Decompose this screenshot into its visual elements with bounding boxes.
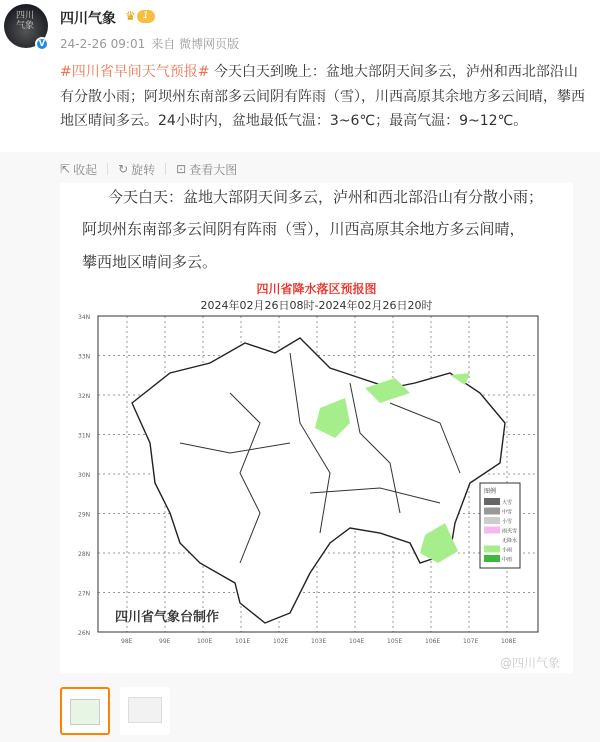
legend-label: 小雪 <box>502 519 513 525</box>
legend-swatch <box>484 546 500 553</box>
map-legend <box>480 483 520 568</box>
level-badge: 1 <box>137 10 155 23</box>
lat-label: 31N <box>78 432 91 440</box>
post-body: 今天白天到晚上：盆地大部阴天间多云，泸州和西北部沿山有分散小雨；阿坝州东南部多云间阴有阵雨（雪），川西高原其余地方多云间晴，攀西地区晴间多云。24小时内，盆地最低气温：3~6℃；最高气温：9~12℃。 <box>60 64 585 129</box>
forecast-image[interactable] <box>60 183 573 673</box>
lon-label: 106E <box>425 638 441 645</box>
collapse-icon: ⇱ <box>60 162 71 176</box>
sichuan-outline <box>132 338 505 623</box>
legend-label: 雨夹雪 <box>502 528 518 535</box>
legend-title: 图例 <box>484 488 497 495</box>
lon-label: 98E <box>121 638 133 645</box>
map-subtitle: 2024年02月26日08时-2024年02月26日20时 <box>200 299 433 312</box>
legend-label: 中雨 <box>502 557 513 563</box>
post-meta <box>60 35 245 52</box>
map-credit: 四川省气象台制作 <box>115 610 220 625</box>
legend-swatch <box>484 555 500 562</box>
collapse-button[interactable]: ⇱ 收起 <box>60 162 98 177</box>
watermark: @四川气象 <box>500 656 561 670</box>
legend-swatch <box>484 498 500 505</box>
lon-label: 107E <box>463 638 479 645</box>
thumbnail-preview <box>128 697 162 723</box>
lat-label: 29N <box>78 511 91 519</box>
image-text-line: 攀西地区晴间多云。 <box>82 253 218 271</box>
divider <box>107 163 108 175</box>
rotate-icon: ↻ <box>118 162 129 176</box>
lat-label: 30N <box>78 472 91 479</box>
lon-label: 100E <box>197 638 213 645</box>
lon-label: 104E <box>349 638 365 645</box>
lat-label: 26N <box>78 630 91 637</box>
lon-label: 102E <box>273 638 289 645</box>
image-text-line: 今天白天：盆地大部阴天间多云，泸州和西北部沿山有分散小雨； <box>108 188 544 206</box>
lat-label: 27N <box>78 590 91 598</box>
view-large-button[interactable]: ⊡ 查看大图 <box>176 162 238 177</box>
lon-label: 99E <box>159 638 171 645</box>
precipitation-map <box>60 313 573 673</box>
legend-label: 大雪 <box>502 500 513 506</box>
hashtag-link[interactable]: #四川省早间天气预报# <box>60 64 210 80</box>
lat-label: 34N <box>78 314 91 321</box>
post-time[interactable]: 24-2-26 09:01 <box>60 37 146 51</box>
legend-label: 中雪 <box>502 509 513 516</box>
lon-label: 105E <box>387 638 403 645</box>
post-source: 来自 微博网页版 <box>151 37 240 51</box>
legend-swatch <box>484 536 500 543</box>
lon-label: 108E <box>501 638 517 645</box>
thumbnail-2[interactable] <box>120 687 170 735</box>
lon-label: 103E <box>311 638 327 645</box>
map-title: 四川省降水落区预报图 <box>256 282 377 296</box>
thumbnail-1[interactable] <box>60 687 110 735</box>
avatar[interactable]: 四川气象 <box>4 4 48 48</box>
rotate-button[interactable]: ↻ 旋转 <box>118 162 156 177</box>
legend-swatch <box>484 508 500 515</box>
crown-icon: ♛ <box>125 9 136 23</box>
post-text <box>60 60 585 134</box>
thumbnail-preview <box>70 699 100 725</box>
user-name[interactable]: 四川气象 <box>60 11 116 27</box>
magnify-icon: ⊡ <box>176 162 187 176</box>
legend-swatch <box>484 517 500 524</box>
lat-label: 33N <box>78 353 91 361</box>
legend-label: 无降水 <box>502 538 518 544</box>
image-text-line: 阿坝州东南部多云间阴有阵雨（雪），川西高原其余地方多云间晴， <box>82 220 525 238</box>
lat-label: 28N <box>78 551 91 558</box>
lon-label: 101E <box>235 638 251 645</box>
verified-badge-icon: V <box>35 37 49 51</box>
member-badge[interactable] <box>125 9 155 23</box>
divider <box>165 163 166 175</box>
legend-swatch <box>484 527 500 534</box>
lat-label: 32N <box>78 393 91 400</box>
legend-label: 小雨 <box>502 547 513 554</box>
image-toolbar <box>60 160 237 178</box>
